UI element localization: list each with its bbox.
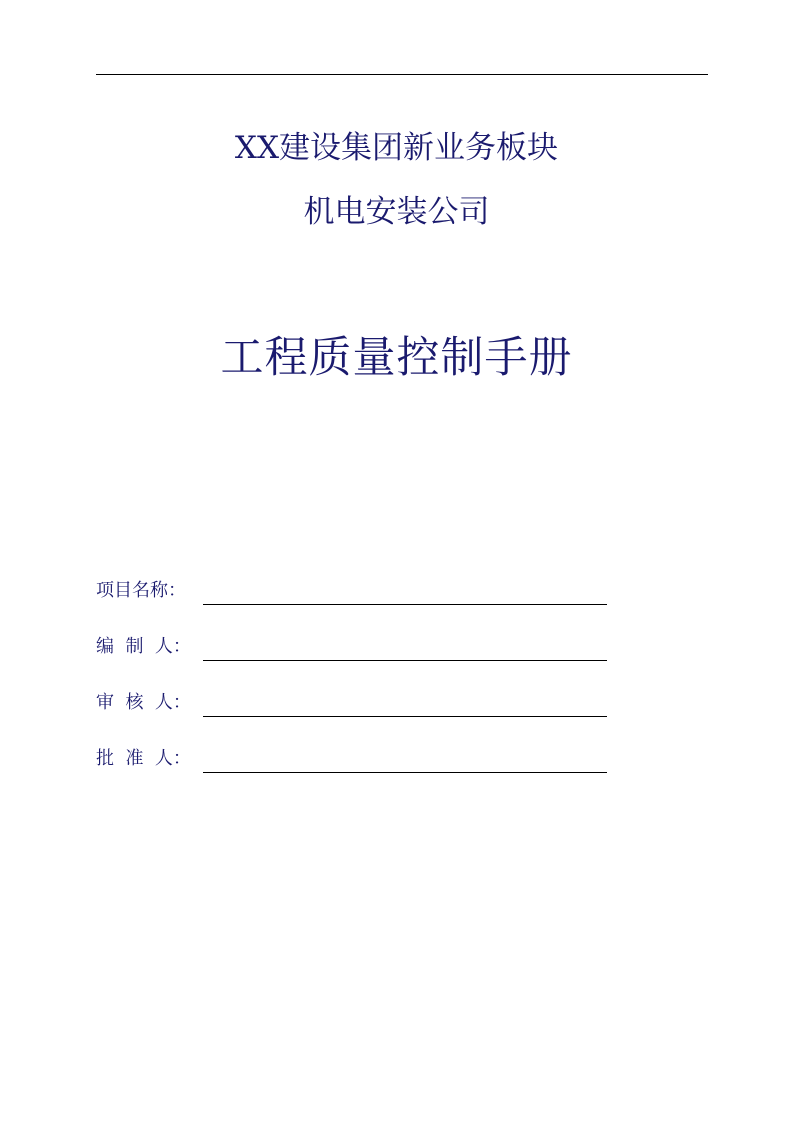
field-blank-compiler: [203, 660, 607, 661]
field-label-reviewer: 审 核 人：: [96, 692, 191, 713]
field-blank-reviewer: [203, 716, 607, 717]
company-name-line-1: XX建设集团新业务板块: [234, 130, 559, 166]
field-label-project-name: 项目名称：: [96, 580, 186, 601]
field-label-compiler: 编 制 人：: [96, 636, 191, 657]
field-blank-approver: [203, 772, 607, 773]
field-label-approver: 批 准 人：: [96, 748, 191, 769]
company-name-line-2: 机电安装公司: [303, 194, 490, 230]
header-rule: [96, 74, 708, 75]
document-title: 工程质量控制手册: [220, 333, 573, 383]
field-blank-project-name: [203, 604, 607, 605]
